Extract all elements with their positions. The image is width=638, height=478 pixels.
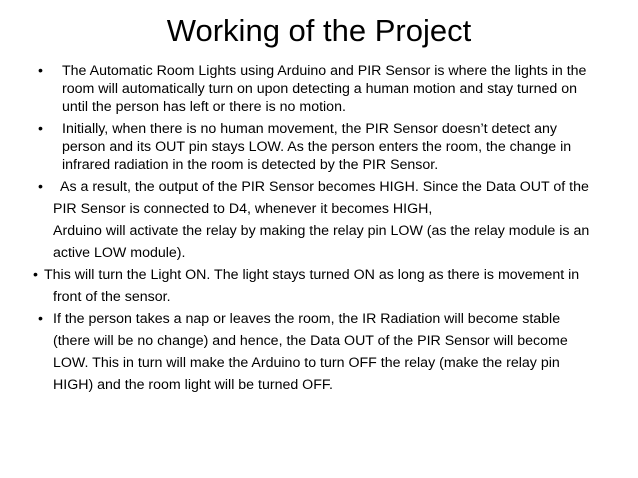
bullet-marker: • (38, 311, 43, 327)
bullet-line: person and its OUT pin stays LOW. As the person enters the room, the change in (62, 139, 572, 155)
bullet-marker: • (38, 63, 43, 79)
bullet-line: room will automatically turn on upon detecting a human motion and stay turned on (62, 81, 577, 97)
bullet-line: If the person takes a nap or leaves the room, the IR Radiation will become stable (53, 311, 561, 327)
bullet-line: Arduino will activate the relay by making the relay pin LOW (as the relay module is an (53, 223, 590, 239)
bullet-line: The Automatic Room Lights using Arduino and PIR Sensor is where the lights in the (62, 63, 587, 79)
bullet-line: until the person has left or there is no motion. (62, 99, 346, 115)
slide-title: Working of the Project (166, 13, 472, 48)
bullet-line: This will turn the Light ON. The light stays turned ON as long as there is movement in (44, 267, 580, 283)
bullet-line: front of the sensor. (53, 289, 171, 305)
bullet-line: infrared radiation in the room is detected by the PIR Sensor. (62, 157, 439, 173)
bullet-line: HIGH) and the room light will be turned OFF. (53, 377, 333, 393)
bullet-line: As a result, the output of the PIR Sensor becomes HIGH. Since the Data OUT of the (60, 179, 589, 195)
bullet-line: active LOW module). (53, 245, 186, 261)
bullet-line: PIR Sensor is connected to D4, whenever it becomes HIGH, (53, 201, 433, 217)
bullet-line: (there will be no change) and hence, the Data OUT of the PIR Sensor will become (53, 333, 568, 349)
bullet-marker: • (38, 179, 43, 195)
bullet-line: Initially, when there is no human movement, the PIR Sensor doesn’t detect any (62, 121, 557, 137)
bullet-line: LOW. This in turn will make the Arduino to turn OFF the relay (make the relay pin (53, 355, 560, 371)
bullet-marker: • (38, 121, 43, 137)
bullet-marker: • (33, 267, 38, 283)
